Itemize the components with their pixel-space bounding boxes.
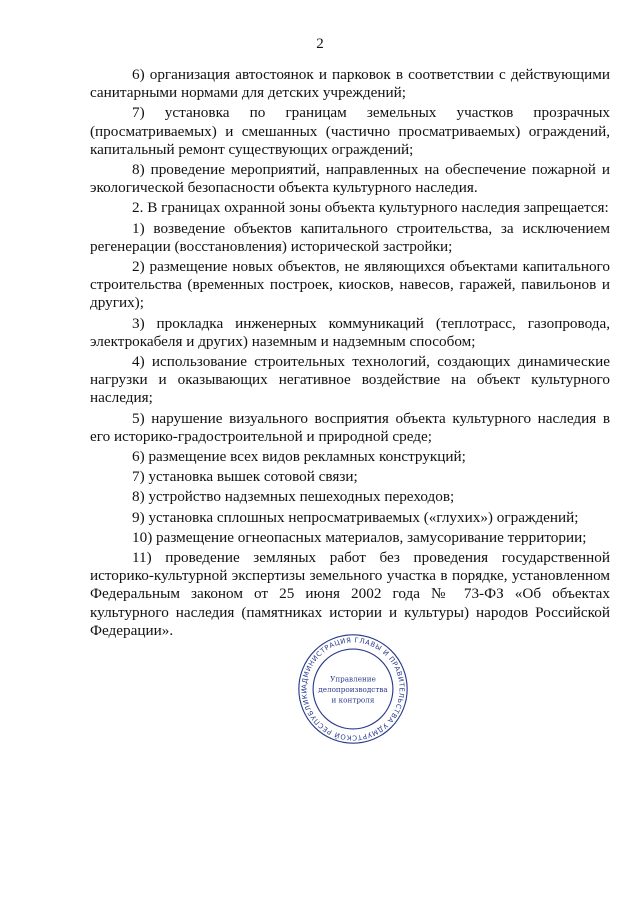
stamp-inner-line: Управление — [330, 674, 376, 684]
paragraph: 6) размещение всех видов рекламных конструкций; — [132, 448, 466, 466]
page-number: 2 — [316, 36, 324, 52]
stamp-seal-icon — [296, 632, 410, 746]
paragraph: 4) использование строительных технологий, создающих динамические нагрузки и оказывающих негативное воздействие на объект культурного наследия; — [90, 353, 610, 407]
paragraph: 5) нарушение визуального восприятия объекта культурного наследия в его историко-градостроительной и природной среде; — [90, 409, 610, 445]
paragraph: 2. В границах охранной зоны объекта культурного наследия запрещается: — [132, 199, 609, 217]
stamp-inner-line: и контроля — [331, 695, 375, 705]
paragraph: 1) возведение объектов капитального строительства, за исключением регенерации (восстановления) исторической застройки; — [90, 219, 610, 255]
stamp-outer-text: АДМИНИСТРАЦИЯ ГЛАВЫ И ПРАВИТЕЛЬСТВА УДМУРТСКОЙ РЕСПУБЛИКИ — [300, 636, 406, 742]
paragraph: 6) организация автостоянок и парковок в соответствии с действующими санитарными нормами для детских учреждений; — [90, 66, 610, 102]
paragraph: 3) прокладка инженерных коммуникаций (теплотрасс, газопровода, электрокабеля и других) наземным и надземным способом; — [90, 314, 610, 350]
paragraph: 7) установка вышек сотовой связи; — [132, 468, 358, 486]
paragraph: 9) установка сплошных непросматриваемых («глухих») ограждений; — [132, 508, 579, 526]
paragraph: 8) устройство надземных пешеходных переходов; — [132, 488, 455, 506]
document-body — [90, 66, 610, 642]
paragraph: 7) установка по границам земельных участков прозрачных (просматриваемых) и смешанных (частично просматриваемых) ограждений, капитальный ремонт существующих ограждений; — [90, 104, 610, 158]
official-stamp — [296, 632, 410, 746]
stamp-inner-line: делопроизводства — [318, 684, 388, 694]
paragraph: 10) размещение огнеопасных материалов, замусоривание территории; — [132, 528, 587, 546]
paragraph: 11) проведение земляных работ без проведения государственной историко-культурной экспертизы земельного участка в порядке, установленном Федеральным законом от 25 июня 2002 года № 73-ФЗ «Об объектах культурного наследия (памятниках истории и культуры) народов Российской Федерации». — [90, 549, 610, 639]
paragraph: 8) проведение мероприятий, направленных на обеспечение пожарной и экологической безопасности объекта культурного наследия. — [90, 161, 610, 197]
paragraph: 2) размещение новых объектов, не являющихся объектами капитального строительства (временных построек, киосков, навесов, гаражей, павильонов и других); — [90, 258, 610, 312]
